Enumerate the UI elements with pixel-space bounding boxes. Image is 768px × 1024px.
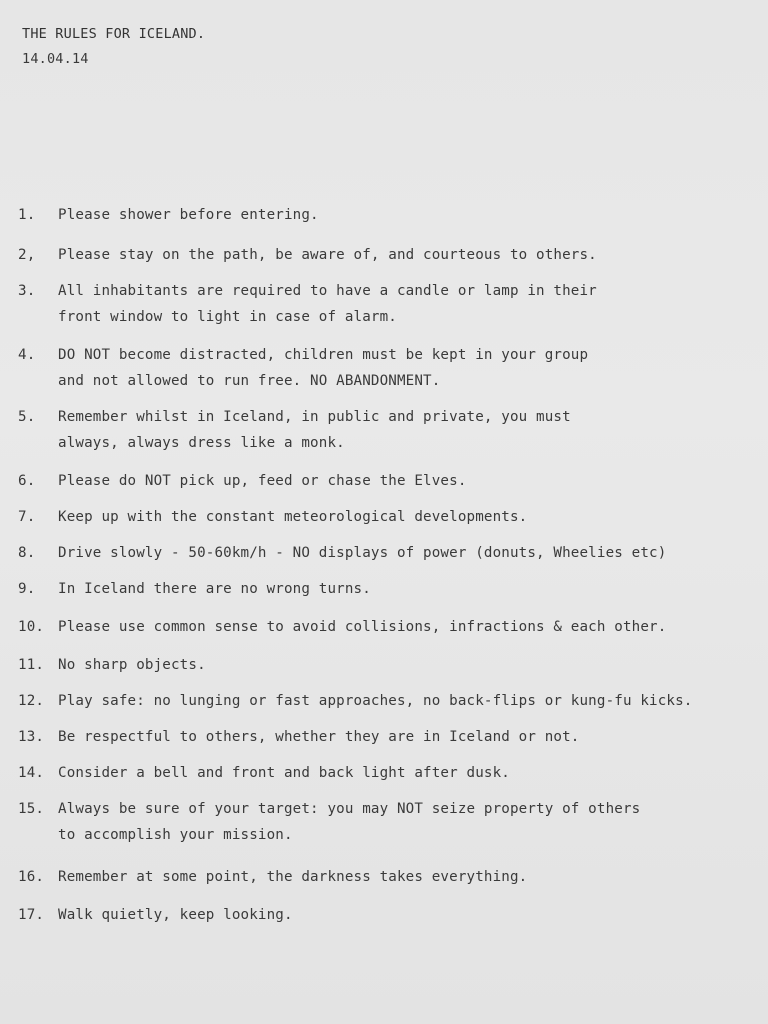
rule-text-line: Please shower before entering. bbox=[58, 207, 319, 223]
rule-text-line: DO NOT become distracted, children must be kept in your group bbox=[58, 347, 589, 363]
rule-number: 17. bbox=[18, 907, 45, 923]
rule-text-line: Keep up with the constant meteorological developments. bbox=[58, 509, 528, 525]
rule-text bbox=[58, 902, 293, 928]
rule-text-line: Drive slowly - 50-60km/h - NO displays of power (donuts, Wheelies etc) bbox=[58, 545, 667, 561]
rule-text-line: Consider a bell and front and back light after dusk. bbox=[58, 765, 510, 781]
rule-text bbox=[58, 576, 371, 602]
rule-text-line: Please use common sense to avoid collisions, infractions & each other. bbox=[58, 619, 667, 635]
rule-text bbox=[58, 540, 666, 566]
rule-text-line: Play safe: no lunging or fast approaches, no back-flips or kung-fu kicks. bbox=[58, 693, 693, 709]
rule-text-line: Remember at some point, the darkness takes everything. bbox=[58, 869, 528, 885]
rule-number: 2, bbox=[18, 247, 36, 263]
rule-text-line: Be respectful to others, whether they are in Iceland or not. bbox=[58, 729, 580, 745]
rule-number: 3. bbox=[18, 283, 36, 299]
rule-number: 14. bbox=[18, 765, 45, 781]
rule-text-line: Walk quietly, keep looking. bbox=[58, 907, 293, 923]
rule-text-line: always, always dress like a monk. bbox=[58, 435, 345, 451]
rule-number: 13. bbox=[18, 729, 45, 745]
rule-text bbox=[58, 760, 510, 786]
rule-text-line: In Iceland there are no wrong turns. bbox=[58, 581, 371, 597]
rule-number: 1. bbox=[18, 207, 36, 223]
rule-text bbox=[58, 796, 640, 848]
document-header bbox=[22, 22, 205, 72]
rule-text-line: Please do NOT pick up, feed or chase the Elves. bbox=[58, 473, 467, 489]
rule-text-line: Please stay on the path, be aware of, and courteous to others. bbox=[58, 247, 597, 263]
rule-text bbox=[58, 342, 588, 394]
rule-number: 12. bbox=[18, 693, 45, 709]
rule-number: 11. bbox=[18, 657, 45, 673]
rule-text-line: to accomplish your mission. bbox=[58, 827, 293, 843]
document-title: THE RULES FOR ICELAND. bbox=[22, 26, 206, 42]
rule-text-line: All inhabitants are required to have a candle or lamp in their bbox=[58, 283, 597, 299]
document-date: 14.04.14 bbox=[22, 51, 89, 67]
rule-text-line: No sharp objects. bbox=[58, 657, 206, 673]
rule-number: 9. bbox=[18, 581, 36, 597]
rule-text-line: Always be sure of your target: you may NOT seize property of others bbox=[58, 801, 641, 817]
rule-text-line: and not allowed to run free. NO ABANDONMENT. bbox=[58, 373, 441, 389]
rule-number: 7. bbox=[18, 509, 36, 525]
rule-number: 16. bbox=[18, 869, 45, 885]
rule-text bbox=[58, 202, 319, 228]
rule-number: 10. bbox=[18, 619, 45, 635]
rule-text-line: Remember whilst in Iceland, in public and private, you must bbox=[58, 409, 571, 425]
rule-text bbox=[58, 864, 527, 890]
rule-text bbox=[58, 278, 597, 330]
rule-text bbox=[58, 504, 527, 530]
rule-text bbox=[58, 404, 571, 456]
rule-text bbox=[58, 614, 666, 640]
rule-text bbox=[58, 242, 597, 268]
rule-text-line: front window to light in case of alarm. bbox=[58, 309, 397, 325]
rule-number: 4. bbox=[18, 347, 36, 363]
rule-number: 8. bbox=[18, 545, 36, 561]
rule-text bbox=[58, 724, 580, 750]
rule-number: 5. bbox=[18, 409, 36, 425]
rule-number: 15. bbox=[18, 801, 45, 817]
rule-text bbox=[58, 652, 206, 678]
rule-number: 6. bbox=[18, 473, 36, 489]
rule-text bbox=[58, 688, 693, 714]
rule-text bbox=[58, 468, 467, 494]
